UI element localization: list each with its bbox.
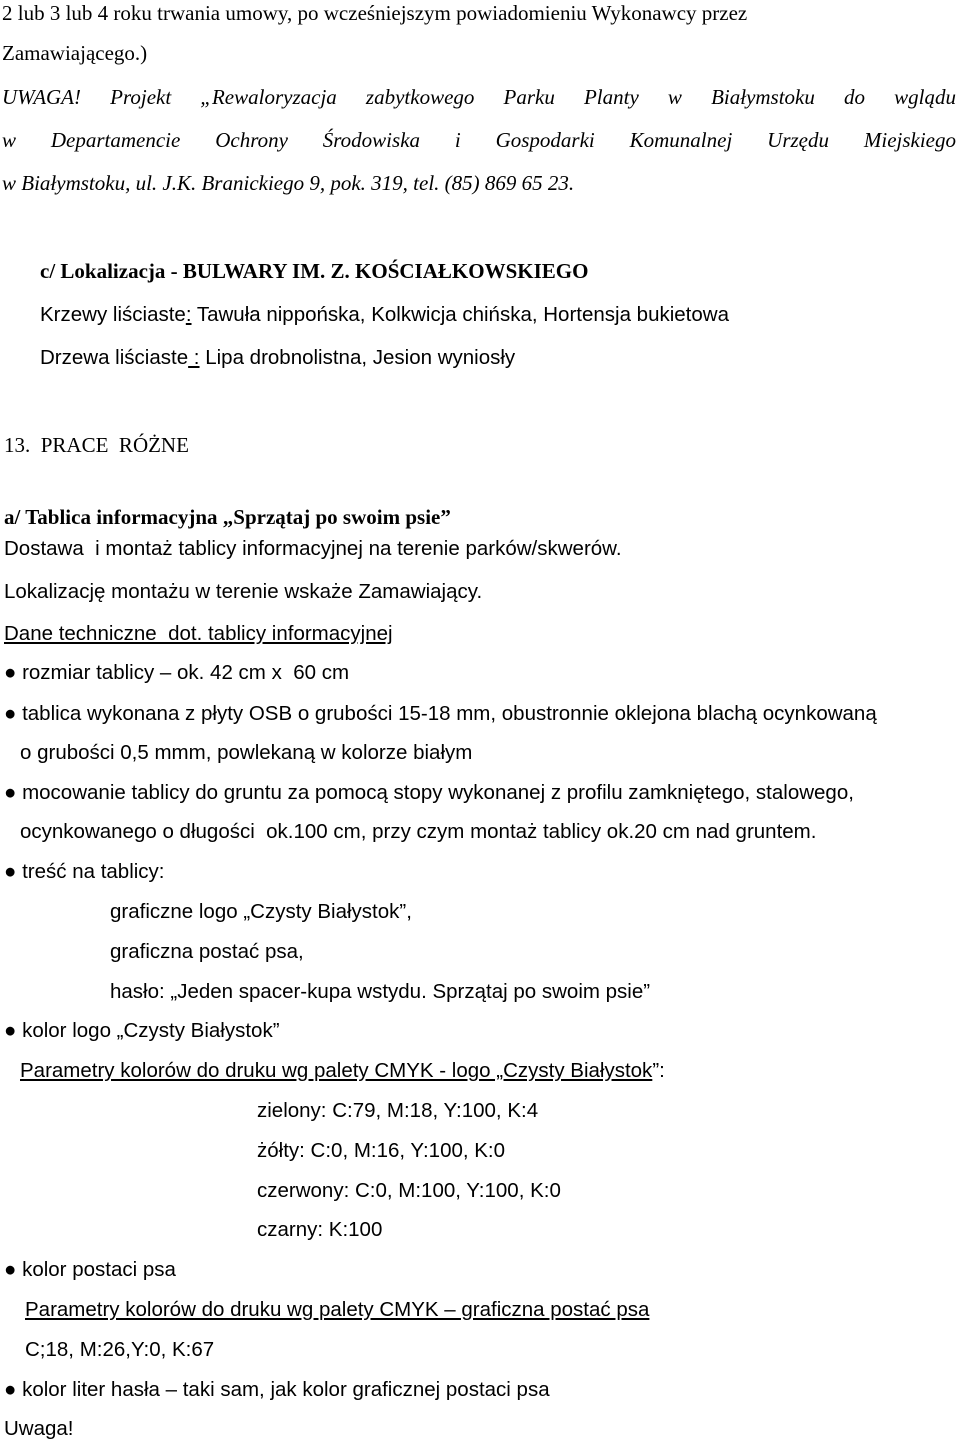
content-dog: graficzna postać psa, [110, 940, 304, 963]
color-red: czerwony: C:0, M:100, Y:100, K:0 [257, 1179, 561, 1202]
paragraph-2: Lokalizację montażu w terenie wskaże Zamawiający. [4, 580, 483, 603]
content-slogan: hasło: „Jeden spacer-kupa wstydu. Sprzątaj po swoim psie” [110, 980, 651, 1003]
shrubs-colon: : [185, 303, 192, 326]
color-black: czarny: K:100 [257, 1218, 383, 1241]
bullet-logo-color: ● kolor logo „Czysty Białystok” [4, 1019, 280, 1042]
shrubs-line [40, 302, 729, 328]
paragraph-1: Dostawa i montaż tablicy informacyjnej na terenie parków/skwerów. [4, 537, 622, 560]
trees-colon: : [188, 346, 200, 369]
note-line-2: w Departamencie Ochrony Środowiska i Gospodarki Komunalnej Urzędu Miejskiego [2, 128, 956, 152]
note-line-1: UWAGA! Projekt „Rewaloryzacja zabytkowego Parku Planty w Białymstoku do wglądu [2, 85, 956, 109]
intro-line-1: 2 lub 3 lub 4 roku trwania umowy, po wcześniejszym powiadomieniu Wykonawcy przez [2, 1, 748, 25]
shrubs-value: Tawuła nippońska, Kolkwicja chińska, Hortensja bukietowa [191, 303, 729, 326]
bullet-material-line-2: o grubości 0,5 mmm, powlekaną w kolorze białym [20, 741, 473, 764]
bullet-dog-color: ● kolor postaci psa [4, 1258, 176, 1281]
bullet-material-line-1: ● tablica wykonana z płyty OSB o grubości 15-18 mm, obustronnie oklejona blachą ocynkowaną [4, 702, 877, 725]
cmyk-logo-heading-tail: ”: [652, 1059, 665, 1082]
cmyk-logo-heading-line [20, 1058, 665, 1084]
bullet-slogan-color: ● kolor liter hasła – taki sam, jak kolor graficznej postaci psa [4, 1378, 550, 1401]
cmyk-dog-heading: Parametry kolorów do druku wg palety CMYK – graficzna postać psa [25, 1298, 650, 1321]
bullet-mounting-line-2: ocynkowanego o długości ok.100 cm, przy czym montaż tablicy ok.20 cm nad gruntem. [20, 820, 817, 843]
color-green: zielony: C:79, M:18, Y:100, K:4 [257, 1099, 539, 1122]
bullet-mounting-line-1: ● mocowanie tablicy do gruntu za pomocą stopy wykonanej z profilu zamkniętego, stalowego, [4, 781, 854, 804]
section-13-heading: 13. PRACE RÓŻNE [4, 433, 189, 457]
bullet-size: ● rozmiar tablicy – ok. 42 cm x 60 cm [4, 661, 350, 684]
trees-value: Lipa drobnolistna, Jesion wyniosły [199, 346, 516, 369]
sub-a-heading: a/ Tablica informacyjna „Sprzątaj po swoim psie” [4, 505, 451, 529]
cmyk-logo-heading: Parametry kolorów do druku wg palety CMYK - logo „Czysty Białystok [20, 1059, 653, 1082]
shrubs-label: Krzewy liściaste [40, 303, 186, 326]
note-line-3: w Białymstoku, ul. J.K. Branickiego 9, pok. 319, tel. (85) 869 65 23. [2, 171, 575, 195]
tech-heading: Dane techniczne dot. tablicy informacyjnej [4, 622, 393, 645]
trees-line [40, 345, 515, 371]
intro-line-2: Zamawiającego.) [2, 41, 148, 65]
trees-label: Drzewa liściaste [40, 346, 189, 369]
section-c-heading: c/ Lokalizacja - BULWARY IM. Z. KOŚCIAŁKOWSKIEGO [40, 259, 589, 283]
dog-color-values: C;18, M:26,Y:0, K:67 [25, 1338, 215, 1361]
content-logo: graficzne logo „Czysty Białystok”, [110, 900, 412, 923]
bullet-content: ● treść na tablicy: [4, 860, 165, 883]
warning-label: Uwaga! [4, 1417, 74, 1440]
color-yellow: żółty: C:0, M:16, Y:100, K:0 [257, 1139, 506, 1162]
